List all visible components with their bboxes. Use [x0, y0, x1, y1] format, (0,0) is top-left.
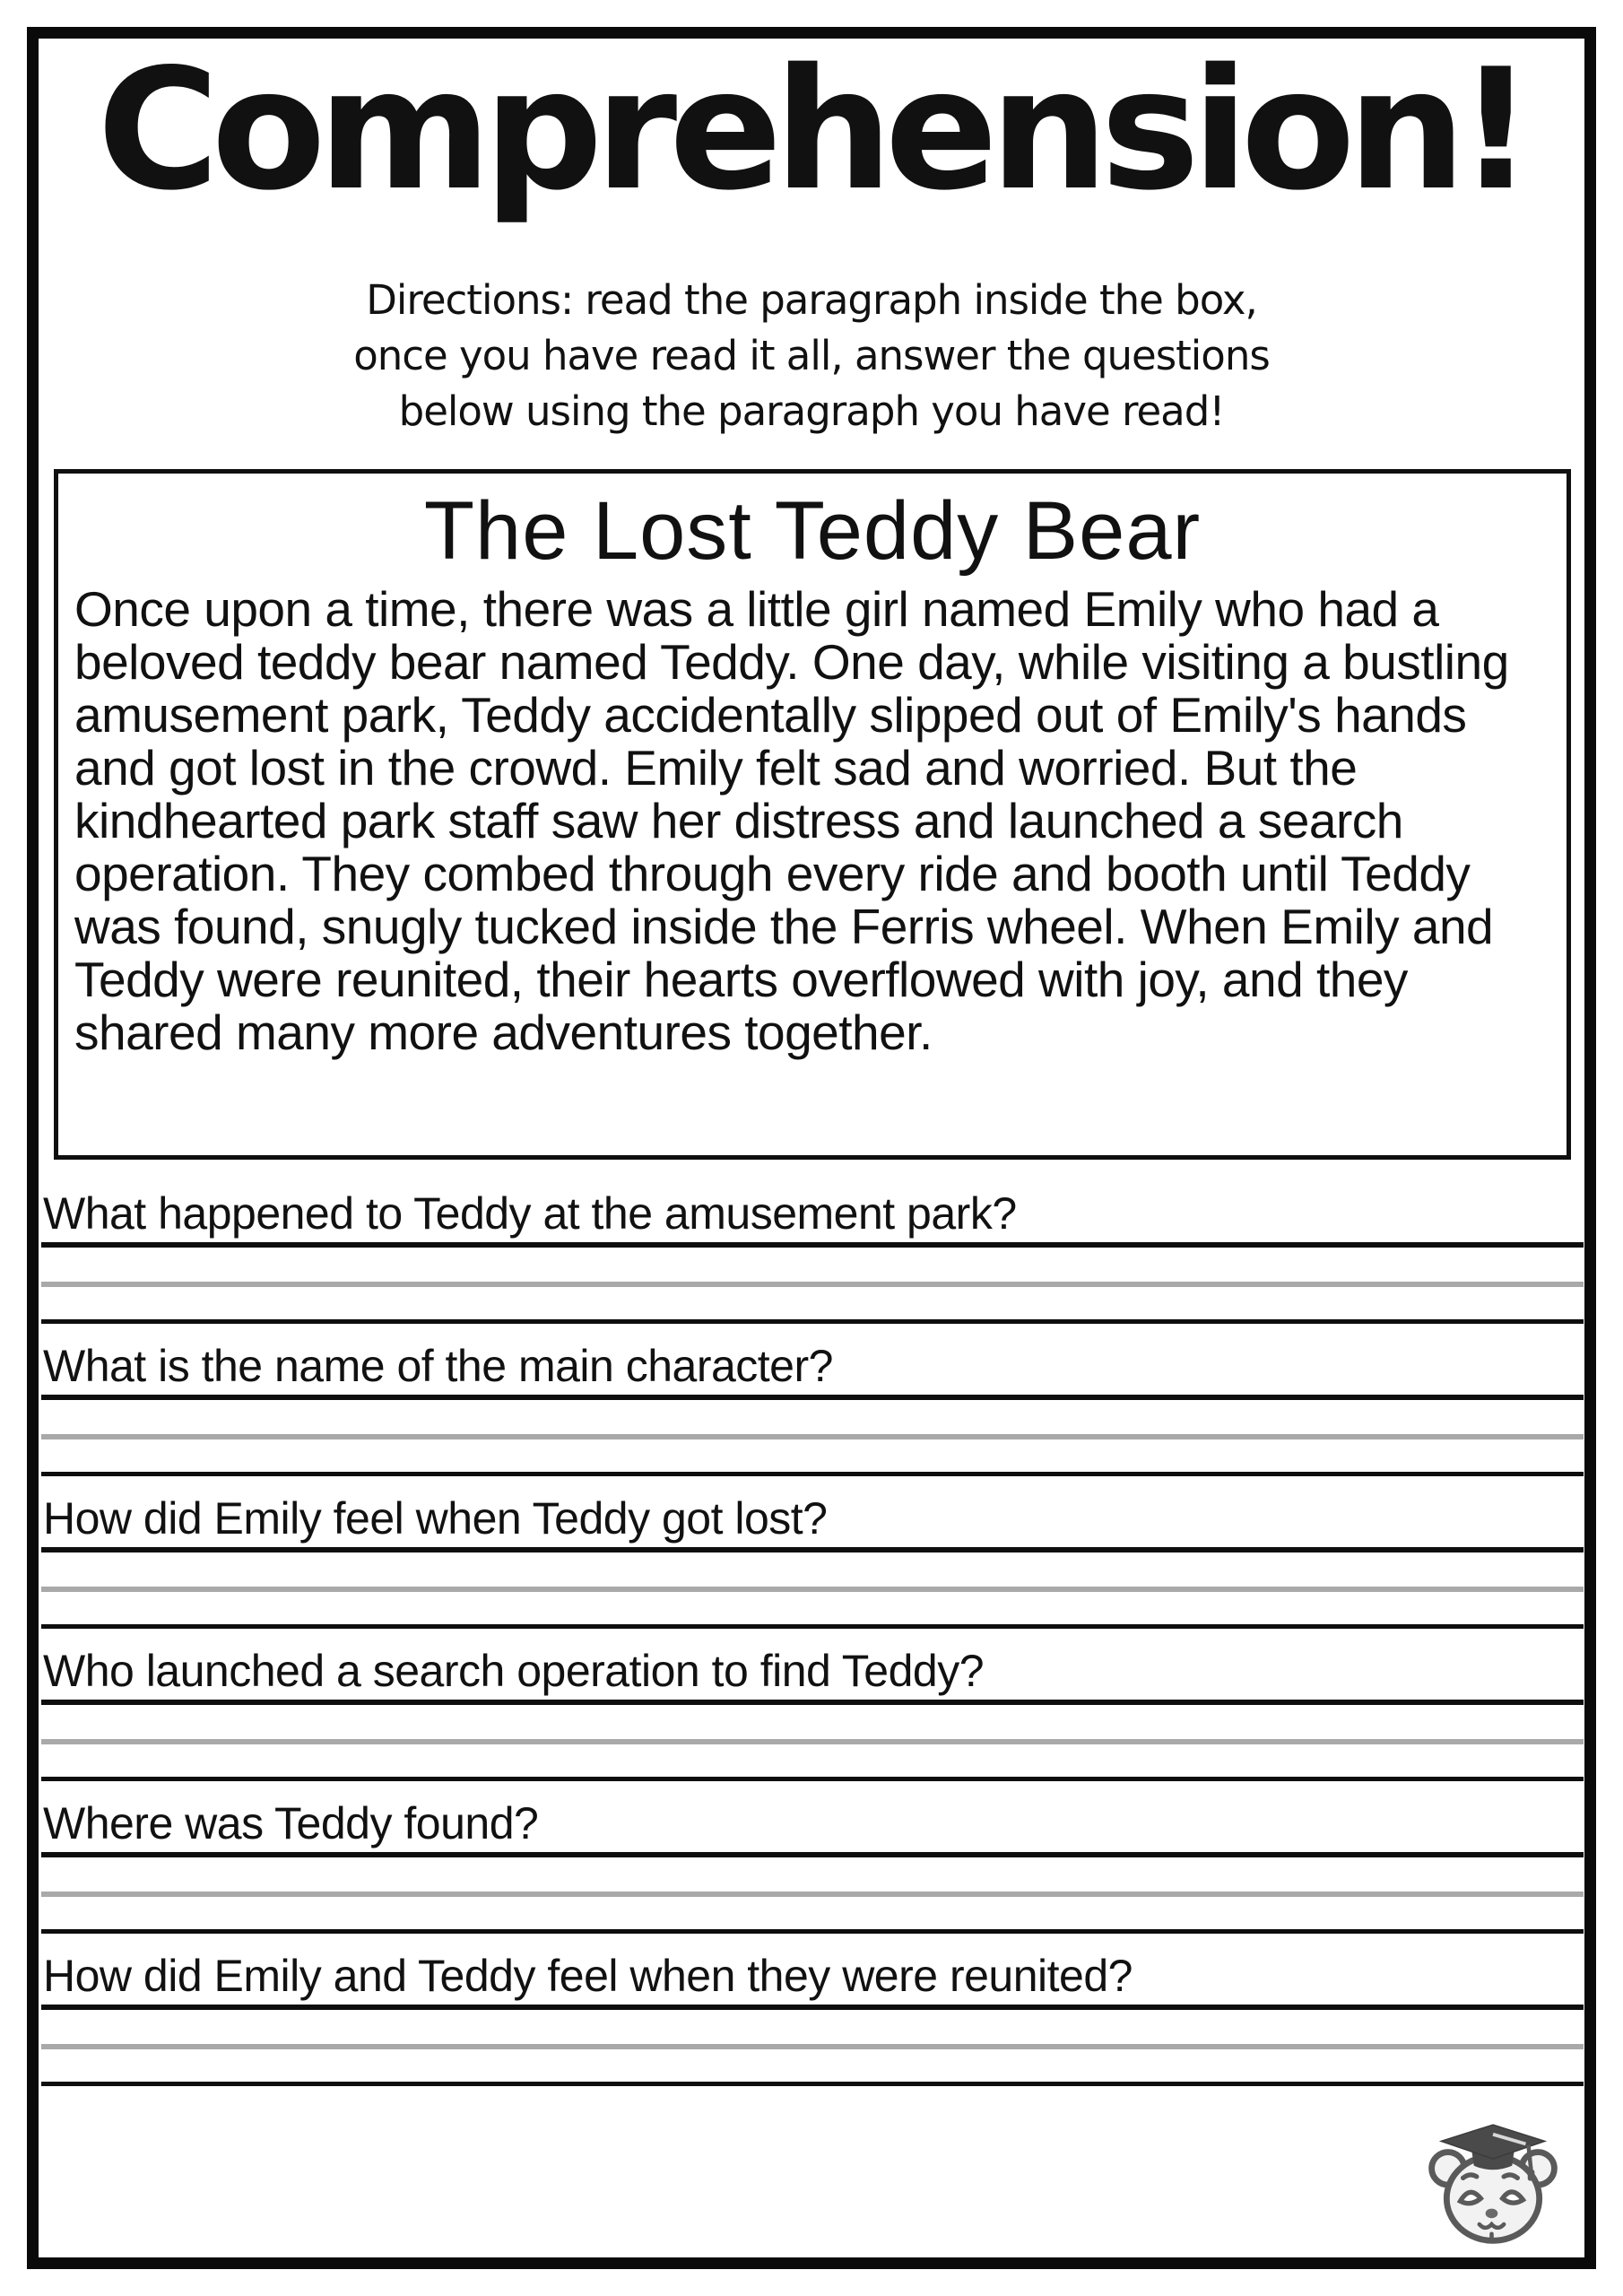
- directions-line-3: below using the paragraph you have read!: [398, 387, 1225, 435]
- answer-line[interactable]: [41, 1777, 1584, 1781]
- answer-area-6[interactable]: [41, 2044, 1584, 2086]
- page-title: Comprehension!: [97, 32, 1526, 227]
- question-block-5: [41, 1796, 1584, 1934]
- question-text-5: Where was Teddy found?: [41, 1796, 1584, 1857]
- answer-line[interactable]: [41, 1892, 1584, 1897]
- answer-line[interactable]: [41, 1587, 1584, 1592]
- question-block-2: [41, 1339, 1584, 1476]
- answer-line[interactable]: [41, 1739, 1584, 1744]
- answer-area-2[interactable]: [41, 1434, 1584, 1476]
- question-block-6: [41, 1949, 1584, 2086]
- answer-line[interactable]: [41, 1319, 1584, 1324]
- answer-line[interactable]: [41, 1929, 1584, 1934]
- directions-line-2: once you have read it all, answer the questions: [353, 332, 1270, 379]
- directions-line-1: Directions: read the paragraph inside the box,: [366, 276, 1257, 324]
- question-text-3: How did Emily feel when Teddy got lost?: [41, 1492, 1584, 1552]
- question-block-1: [41, 1187, 1584, 1324]
- graduate-bear-icon: [1422, 2117, 1564, 2253]
- question-text-2: What is the name of the main character?: [41, 1339, 1584, 1400]
- answer-area-5[interactable]: [41, 1892, 1584, 1934]
- directions-text: [0, 273, 1623, 439]
- answer-line[interactable]: [41, 1434, 1584, 1439]
- story-title: The Lost Teddy Bear: [423, 485, 1202, 577]
- answer-area-3[interactable]: [41, 1587, 1584, 1629]
- answer-line[interactable]: [41, 1472, 1584, 1476]
- question-block-4: [41, 1644, 1584, 1781]
- answer-line[interactable]: [41, 1624, 1584, 1629]
- story-paragraph: Once upon a time, there was a little girl named Emily who had a beloved teddy bear named Teddy. One day, while visiting a bustling amusement park, Teddy accidentally slipped out of Emily's hands and got lost in the crowd. Emily felt sad and worried. But the kindhearted park staff saw her distress and launched a search operation. They combed through every ride and booth until Teddy was found, snugly tucked inside the Ferris wheel. When Emily and Teddy were reunited, their hearts overflowed with joy, and they shared many more adventures together.: [74, 581, 1509, 1060]
- answer-line[interactable]: [41, 2082, 1584, 2086]
- answer-area-1[interactable]: [41, 1282, 1584, 1324]
- question-text-1: What happened to Teddy at the amusement park?: [41, 1187, 1584, 1248]
- question-block-3: [41, 1492, 1584, 1629]
- answer-area-4[interactable]: [41, 1739, 1584, 1781]
- answer-line[interactable]: [41, 1282, 1584, 1287]
- question-text-6: How did Emily and Teddy feel when they were reunited?: [41, 1949, 1584, 2010]
- story-box: [54, 469, 1571, 1160]
- question-text-4: Who launched a search operation to find Teddy?: [41, 1644, 1584, 1705]
- answer-line[interactable]: [41, 2044, 1584, 2049]
